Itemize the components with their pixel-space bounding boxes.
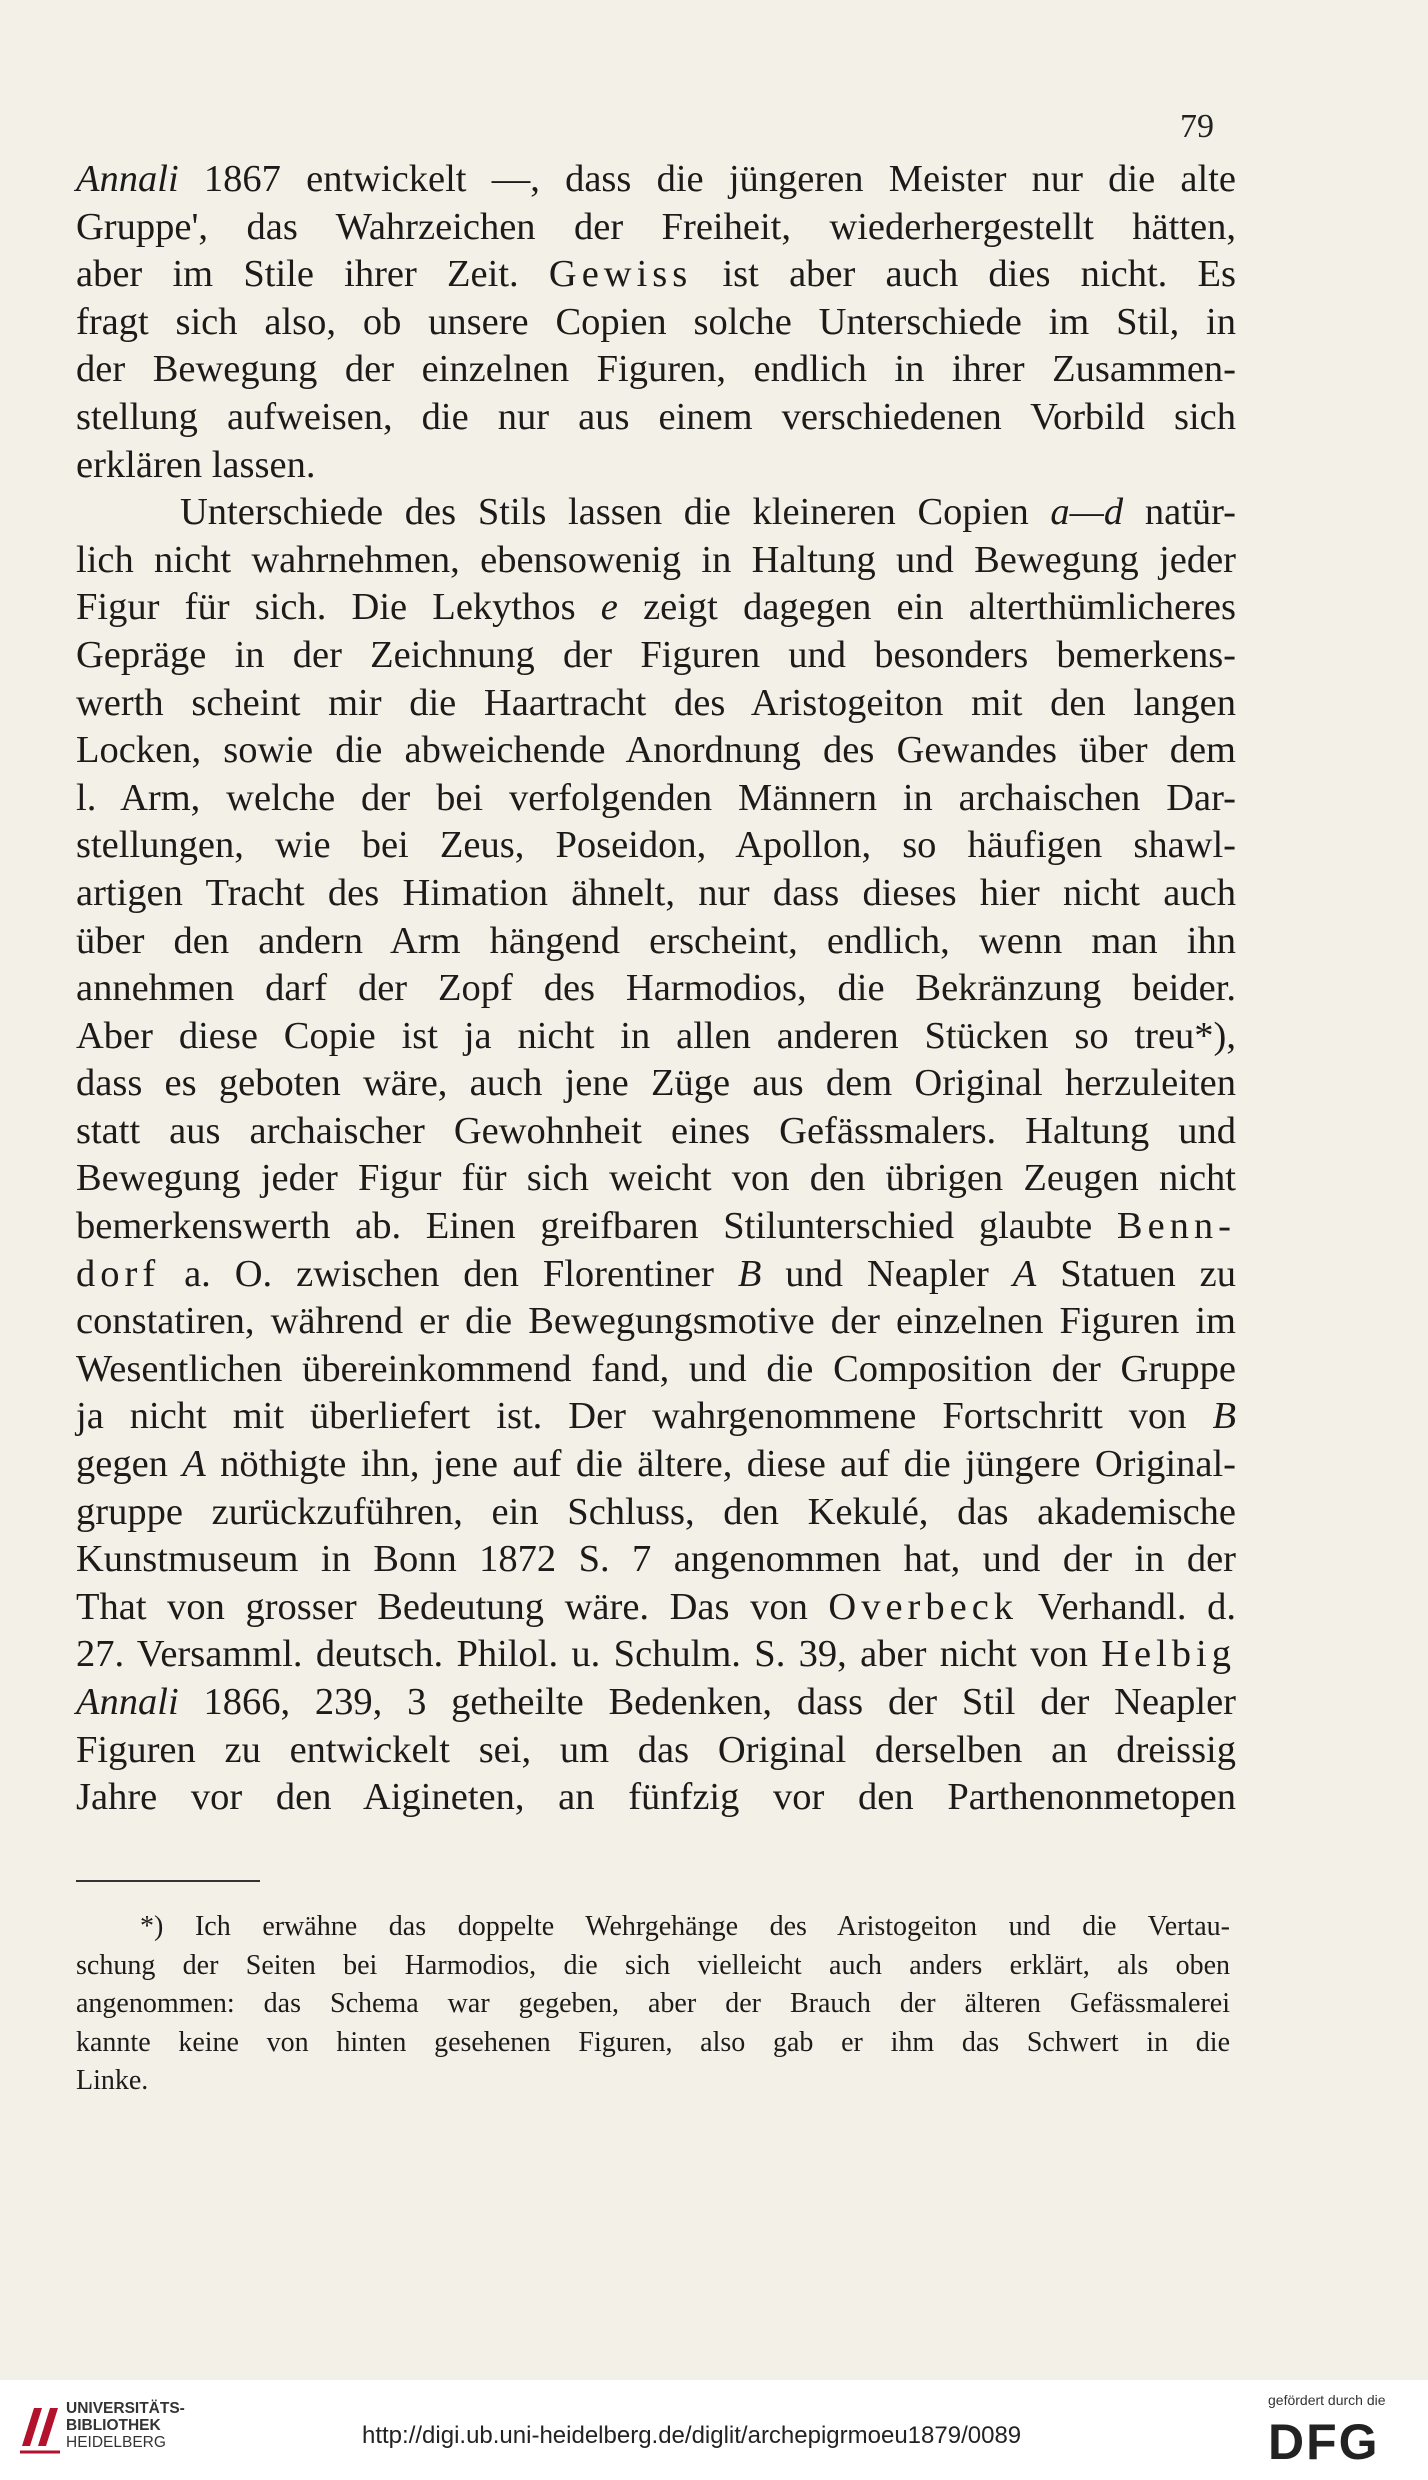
text-run: bemerkenswerth ab. Einen greifbaren Stilunterschied glaubte <box>76 1205 1117 1248</box>
text-run: zeigt dagegen ein alterthümlicheres <box>617 586 1236 629</box>
text-run: 1867 entwickelt —, dass die jüngeren Meister nur die alte <box>178 158 1236 200</box>
text-line <box>76 346 1236 394</box>
page-number: 79 <box>1180 108 1214 145</box>
text-line <box>76 1584 1236 1632</box>
body-text <box>76 156 1236 1822</box>
text-line <box>76 584 1236 632</box>
text-line <box>76 1060 1236 1108</box>
text-run: Unterschiede des Stils lassen die kleineren Copien <box>180 491 1051 534</box>
text-line <box>76 1155 1236 1203</box>
spaced-name: dorf <box>76 1252 161 1295</box>
text-line <box>76 965 1236 1013</box>
italic-text: e <box>600 586 618 629</box>
text-line <box>76 870 1236 918</box>
footnote-line: schung der Seiten bei Harmodios, die sich vielleicht auch anders erklärt, als oben <box>76 1949 1230 1981</box>
text-run: ja nicht mit überliefert ist. Der wahrgenommene Fortschritt von <box>76 1395 1213 1438</box>
library-name-line-1: UNIVERSITÄTS- <box>66 2400 185 2417</box>
spaced-name: Helbig <box>1101 1633 1236 1676</box>
italic-text: A <box>182 1443 206 1486</box>
text-run: That von grosser Bedeutung wäre. Das von <box>76 1585 829 1628</box>
text-run: nöthigte ihn, jene auf die ältere, diese auf die jüngere Original- <box>205 1443 1236 1486</box>
italic-text: Annali <box>76 158 179 200</box>
text-run: werth scheint mir die Haartracht des Aristogeiton mit den langen <box>76 681 1236 724</box>
text-run: 27. Versamml. deutsch. Philol. u. Schulm. S. 39, aber nicht von <box>76 1633 1102 1676</box>
text-run: gegen <box>76 1443 183 1486</box>
text-run: Gruppe', das Wahrzeichen der Freiheit, wiederhergestellt hätten, <box>76 205 1236 248</box>
text-run: l. Arm, welche der bei verfolgenden Männern in archaischen Dar- <box>76 776 1236 819</box>
library-name <box>66 2400 185 2451</box>
italic-text: B <box>1212 1395 1236 1438</box>
text-line <box>76 299 1236 347</box>
text-line <box>76 680 1236 728</box>
text-run: Wesentlichen übereinkommend fand, und die Composition der Gruppe <box>76 1347 1236 1390</box>
text-run: aber im Stile ihrer Zeit. <box>76 253 549 296</box>
footnote-line: Linke. <box>76 2065 149 2096</box>
text-run: Statuen zu <box>1036 1252 1236 1295</box>
permalink-url[interactable]: http://digi.ub.uni-heidelberg.de/diglit/archepigrmoeu1879/0089 <box>362 2422 1022 2449</box>
text-run: dass es geboten wäre, auch jene Züge aus dem Original herzuleiten <box>76 1062 1236 1105</box>
text-run: erklären lassen. <box>76 443 316 486</box>
text-line <box>76 775 1236 823</box>
text-line <box>76 1536 1236 1584</box>
text-run: Kunstmuseum in Bonn 1872 S. 7 angenommen hat, und der in der <box>76 1538 1236 1581</box>
text-line <box>76 1203 1236 1251</box>
library-name-line-2: BIBLIOTHEK <box>66 2417 161 2434</box>
text-run: Figuren zu entwickelt sei, um das Original derselben an dreissig <box>76 1728 1236 1771</box>
text-line <box>76 1298 1236 1346</box>
text-run: constatiren, während er die Bewegungsmotive der einzelnen Figuren im <box>76 1300 1236 1343</box>
text-line <box>76 1441 1236 1489</box>
text-run: und Neapler <box>761 1252 1013 1295</box>
text-line <box>76 156 1236 204</box>
text-run: statt aus archaischer Gewohnheit eines Gefässmalers. Haltung und <box>76 1109 1236 1152</box>
text-run: 1866, 239, 3 getheilte Bedenken, dass der Stil der Neapler <box>178 1681 1236 1723</box>
text-line <box>76 918 1236 966</box>
text-line <box>76 489 1236 537</box>
text-line <box>76 1489 1236 1537</box>
text-run: Gepräge in der Zeichnung der Figuren und besonders bemerkens- <box>76 633 1236 676</box>
text-run: lich nicht wahrnehmen, ebensowenig in Haltung und Bewegung jeder <box>76 538 1236 581</box>
italic-text: a—d <box>1050 491 1124 534</box>
text-run: stellung aufweisen, die nur aus einem verschiedenen Vorbild sich <box>76 395 1236 438</box>
text-run: artigen Tracht des Himation ähnelt, nur dass dieses hier nicht auch <box>76 871 1236 914</box>
text-line <box>76 537 1236 585</box>
text-line <box>76 1108 1236 1156</box>
footnote-divider <box>76 1880 260 1882</box>
text-run: Aber diese Copie ist ja nicht in allen anderen Stücken so treu*), <box>76 1014 1236 1057</box>
text-line <box>76 1346 1236 1394</box>
italic-text: Annali <box>76 1681 179 1723</box>
text-run: Locken, sowie die abweichende Anordnung des Gewandes über dem <box>76 729 1236 772</box>
funded-by-label: gefördert durch die <box>1268 2392 1386 2408</box>
text-line <box>76 1774 1236 1822</box>
italic-text: A <box>1012 1252 1037 1295</box>
text-line <box>76 632 1236 680</box>
text-run: a. O. zwischen den Florentiner <box>160 1252 738 1295</box>
text-line <box>76 251 1236 299</box>
text-line <box>76 1679 1236 1727</box>
text-run: annehmen darf der Zopf des Harmodios, die Bekränzung beider. <box>76 967 1236 1010</box>
text-run: Jahre vor den Aigineten, an fünfzig vor den Parthenonmetopen <box>76 1776 1236 1819</box>
text-run: fragt sich also, ob unsere Copien solche Unterschiede im Stil, in <box>76 300 1236 343</box>
text-run: Figur für sich. Die Lekythos <box>76 586 601 629</box>
italic-text: B <box>737 1252 762 1295</box>
library-name-line-3: HEIDELBERG <box>66 2434 166 2451</box>
text-run: gruppe zurückzuführen, ein Schluss, den Kekulé, das akademische <box>76 1490 1236 1533</box>
text-line <box>76 1251 1236 1299</box>
text-run: ist aber auch dies nicht. Es <box>692 253 1236 296</box>
text-line <box>76 1013 1236 1061</box>
text-run: Verhandl. d. <box>1018 1585 1236 1628</box>
text-run: stellungen, wie bei Zeus, Poseidon, Apollon, so häufigen shawl- <box>76 824 1236 867</box>
text-run: natür- <box>1123 491 1236 534</box>
text-line <box>76 394 1236 442</box>
spaced-name: Overbeck <box>828 1585 1019 1628</box>
text-line <box>76 1727 1236 1775</box>
dfg-logo: DFG <box>1268 2414 1380 2470</box>
footnote-line: *) Ich erwähne das doppelte Wehrgehänge des Aristogeiton und die Vertau- <box>140 1911 1230 1942</box>
spaced-name: Gewiss <box>548 253 693 296</box>
text-line <box>76 727 1236 775</box>
spaced-name: Benn- <box>1116 1205 1236 1248</box>
viewer-footer <box>0 2380 1428 2480</box>
text-line <box>76 822 1236 870</box>
text-run: der Bewegung der einzelnen Figuren, endlich in ihrer Zusammen- <box>76 348 1236 391</box>
text-line <box>76 1631 1236 1679</box>
text-line <box>76 1393 1236 1441</box>
text-run: Bewegung jeder Figur für sich weicht von den übrigen Zeugen nicht <box>76 1157 1236 1200</box>
text-line <box>76 442 1236 490</box>
text-run: über den andern Arm hängend erscheint, endlich, wenn man ihn <box>76 919 1236 962</box>
footnote-line: angenommen: das Schema war gegeben, aber der Brauch der älteren Gefässmalerei <box>76 1988 1230 2019</box>
footnote <box>76 1908 1230 2101</box>
footnote-line: kannte keine von hinten gesehenen Figuren, also gab er ihm das Schwert in die <box>76 2026 1230 2058</box>
text-line <box>76 204 1236 252</box>
